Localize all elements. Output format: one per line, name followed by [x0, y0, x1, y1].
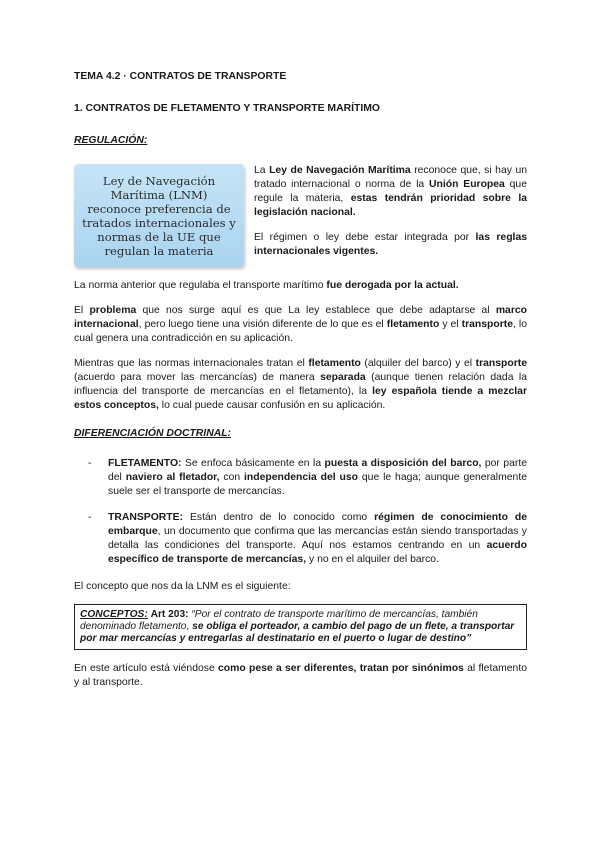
regulacion-heading: REGULACIÓN:	[74, 135, 148, 146]
document-page	[74, 70, 527, 690]
diferenciacion-heading: DIFERENCIACIÓN DOCTRINAL:	[74, 428, 232, 439]
paragraph-derogada: La norma anterior que regulaba el transporte marítimo fue derogada por la actual.	[74, 280, 459, 291]
lnm-callout-box: Ley de Navegación Marítima (LNM) reconoce preferencia de tratados internacionales y normas de la UE que regulan la materia	[74, 164, 244, 267]
section-title: 1. CONTRATOS DE FLETAMENTO Y TRANSPORTE MARÍTIMO	[74, 103, 380, 114]
paragraph-problema: El problema que nos surge aquí es que La ley establece que debe adaptarse al marco internacional, pero luego tiene una visión diferente de lo que es el fletamento y el transporte, lo cual genera una contradicción en su aplicación.	[74, 305, 527, 344]
paragraph-concepto-intro: El concepto que nos da la LNM es el siguiente:	[74, 581, 291, 592]
list-item-fletamento: - FLETAMENTO: Se enfoca básicamente en la puesta a disposición del barco, por parte del naviero al fletador, con independencia del uso que le haga; aunque generalmente suele ser el transporte de mercancías.	[74, 457, 527, 499]
concept-box: CONCEPTOS: Art 203: “Por el contrato de transporte marítimo de mercancías, también denominado fletamento, se obliga el porteador, a cambio del pago de un flete, a transportar por mar mercancías y entregarlas al destinatario en el puerto o lugar de destino”	[74, 604, 527, 650]
paragraph-final: En este artículo está viéndose como pese a ser diferentes, tratan por sinónimos al fletamento y al transporte.	[74, 663, 527, 688]
diferenciacion-list	[74, 457, 527, 567]
list-item-transporte: - TRANSPORTE: Están dentro de lo conocido como régimen de conocimiento de embarque, un documento que confirma que las mercancías están siendo transportadas y detalla las condiciones del transporte. Aquí nos estamos centrando en un acuerdo específico de transporte de mercancías, y no en el alquiler del barco.	[74, 511, 527, 567]
paragraph-regimen: El régimen o ley debe estar integrada por las reglas internacionales vigentes.	[254, 232, 527, 257]
document-title: TEMA 4.2 · CONTRATOS DE TRANSPORTE	[74, 71, 287, 82]
paragraph-normas: Mientras que las normas internacionales tratan el fletamento (alquiler del barco) y el transporte (acuerdo para mover las mercancías) de manera separada (aunque tienen relación dada la influencia del transporte de mercancías en el fletamento), la ley española tiende a mezclar estos conceptos, lo cual puede causar confusión en su aplicación.	[74, 358, 528, 411]
intro-text	[254, 164, 527, 267]
intro-block	[74, 164, 527, 267]
paragraph-lnm: La Ley de Navegación Marítima reconoce que, si hay un tratado internacional o norma de la Unión Europea que regule la materia, estas tendrán prioridad sobre la legislación nacional.	[254, 165, 528, 218]
